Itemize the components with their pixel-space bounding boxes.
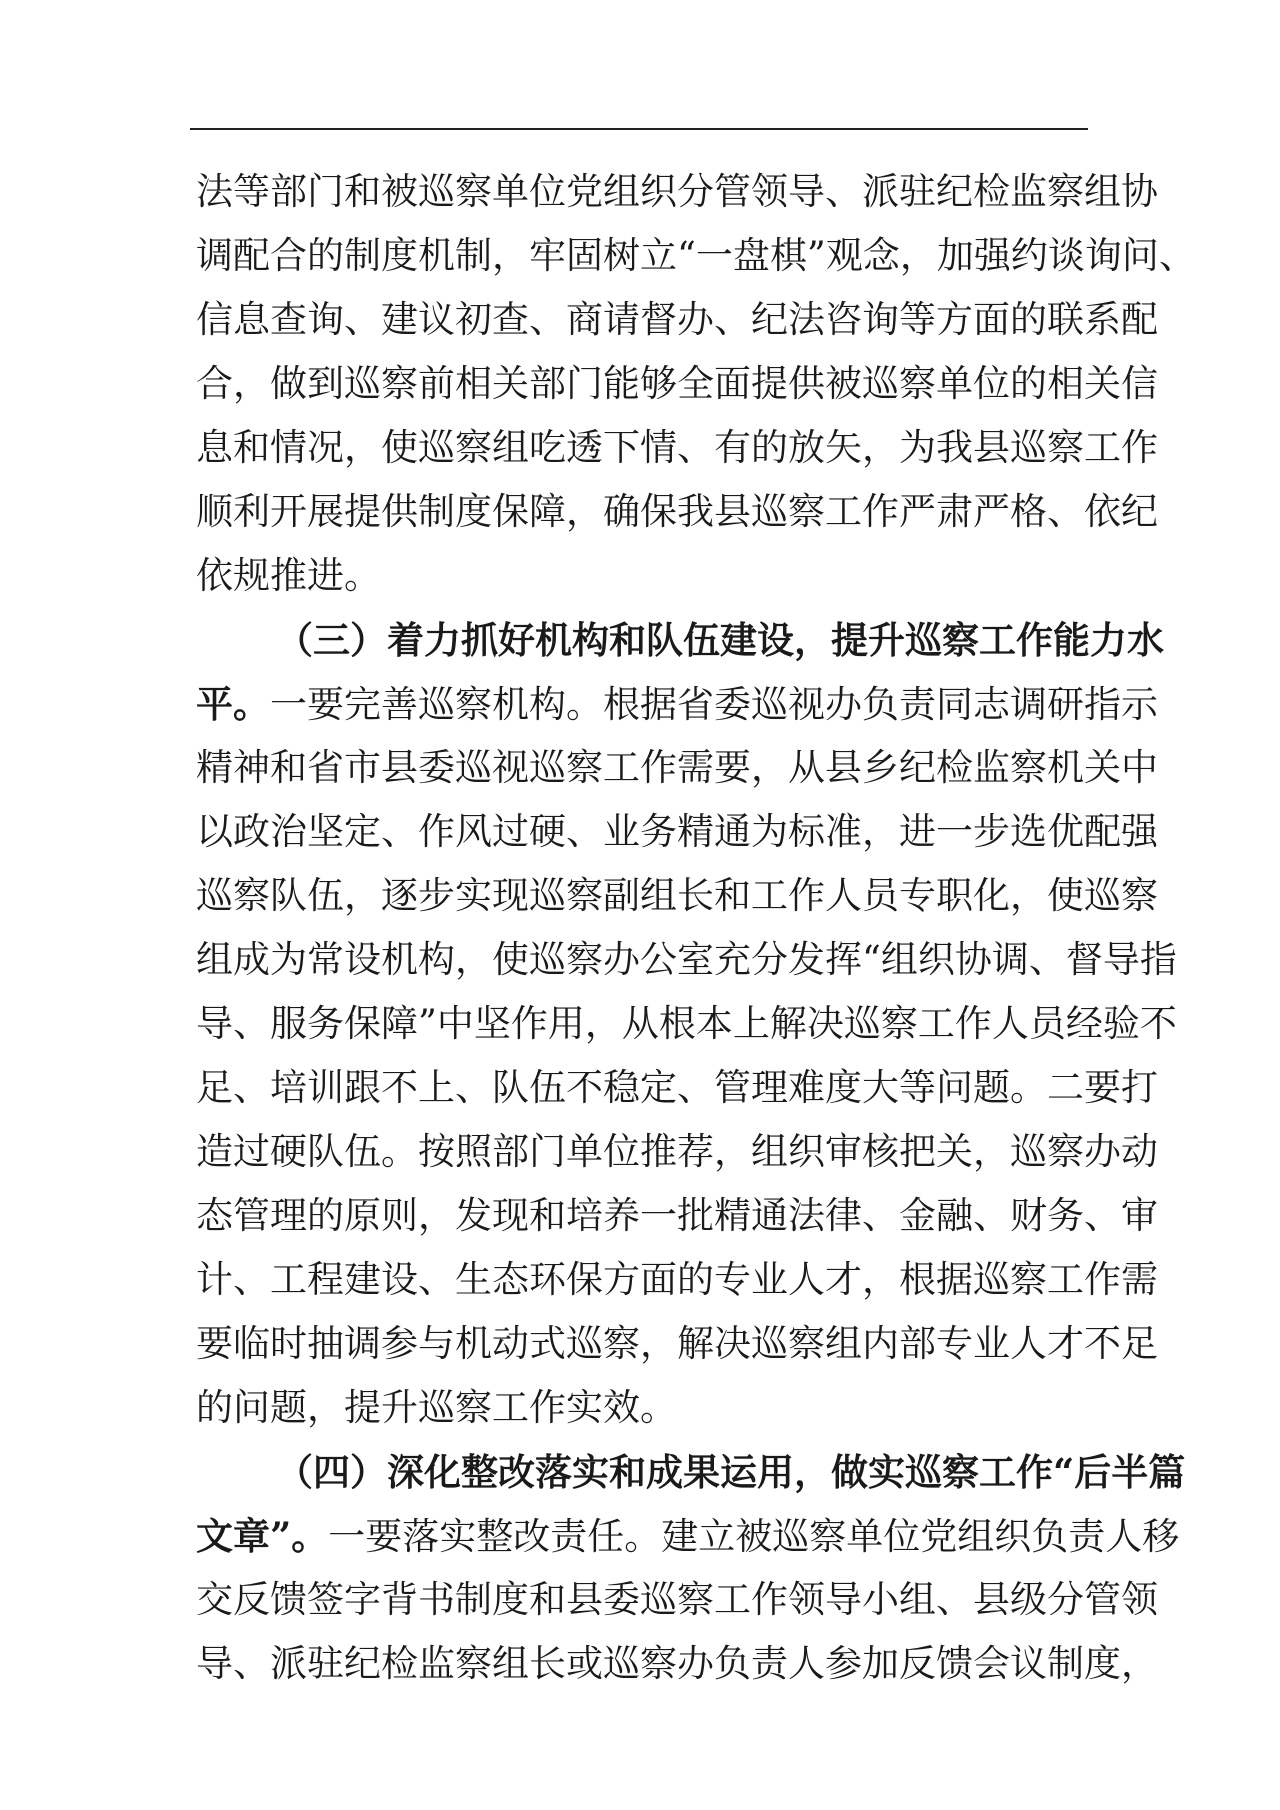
paragraph-2-line-12: 要临时抽调参与机动式巡察，解决巡察组内部专业人才不足 [196, 1322, 1158, 1365]
paragraph-2-line-6: 组成为常设机构，使巡察办公室充分发挥“组织协调、督导指 [196, 938, 1177, 981]
document-body [196, 160, 1196, 1696]
paragraph-2-line-11: 计、工程建设、生态环保方面的专业人才，根据巡察工作需 [196, 1258, 1158, 1301]
paragraph-2-line-10: 态管理的原则，发现和培养一批精通法律、金融、财务、审 [196, 1194, 1158, 1237]
paragraph-3-line-2-text: 一要落实整改责任。建立被巡察单位党组织负责人移 [328, 1515, 1180, 1558]
paragraph-1-line-6: 顺利开展提供制度保障，确保我县巡察工作严肃严格、依纪 [196, 490, 1158, 533]
paragraph-1-line-5: 息和情况，使巡察组吃透下情、有的放矢，为我县巡察工作 [196, 426, 1158, 469]
section-3-heading-tail: 平。 [196, 682, 270, 726]
paragraph-2-line-4: 以政治坚定、作风过硬、业务精通为标准，进一步选优配强 [196, 810, 1158, 853]
paragraph-3-line-2 [196, 1504, 1180, 1568]
paragraph-2-line-9: 造过硬队伍。按照部门单位推荐，组织审核把关，巡察办动 [196, 1130, 1158, 1173]
header-rule [190, 128, 1088, 130]
paragraph-1-line-4: 合，做到巡察前相关部门能够全面提供被巡察单位的相关信 [196, 362, 1158, 405]
section-4-heading-tail: 文章”。 [196, 1514, 329, 1558]
paragraph-1-line-1: 法等部门和被巡察单位党组织分管领导、派驻纪检监察组协 [196, 170, 1158, 213]
paragraph-3-line-3: 交反馈签字背书制度和县委巡察工作领导小组、县级分管领 [196, 1578, 1158, 1621]
paragraph-3-line-4: 导、派驻纪检监察组长或巡察办负责人参加反馈会议制度， [196, 1642, 1158, 1685]
paragraph-2-line-13: 的问题，提升巡察工作实效。 [196, 1386, 677, 1429]
paragraph-2-line-7: 导、服务保障”中坚作用，从根本上解决巡察工作人员经验不 [196, 1002, 1177, 1045]
paragraph-2-line-2 [196, 672, 1158, 736]
paragraph-1-line-2: 调配合的制度机制，牢固树立“一盘棋”观念，加强约谈询问、 [196, 234, 1196, 277]
paragraph-2-line-8: 足、培训跟不上、队伍不稳定、管理难度大等问题。二要打 [196, 1066, 1158, 1109]
section-4-heading: （四）深化整改落实和成果运用，做实巡察工作“后半篇 [276, 1450, 1186, 1494]
paragraph-2-line-2-text: 一要完善巡察机构。根据省委巡视办负责同志调研指示 [270, 683, 1158, 726]
paragraph-2-line-5: 巡察队伍，逐步实现巡察副组长和工作人员专职化，使巡察 [196, 874, 1158, 917]
section-3-heading: （三）着力抓好机构和队伍建设，提升巡察工作能力水 [276, 618, 1164, 662]
paragraph-1-line-7: 依规推进。 [196, 554, 381, 597]
paragraph-1-line-3: 信息查询、建议初查、商请督办、纪法咨询等方面的联系配 [196, 298, 1158, 341]
paragraph-2-line-3: 精神和省市县委巡视巡察工作需要，从县乡纪检监察机关中 [196, 746, 1158, 789]
